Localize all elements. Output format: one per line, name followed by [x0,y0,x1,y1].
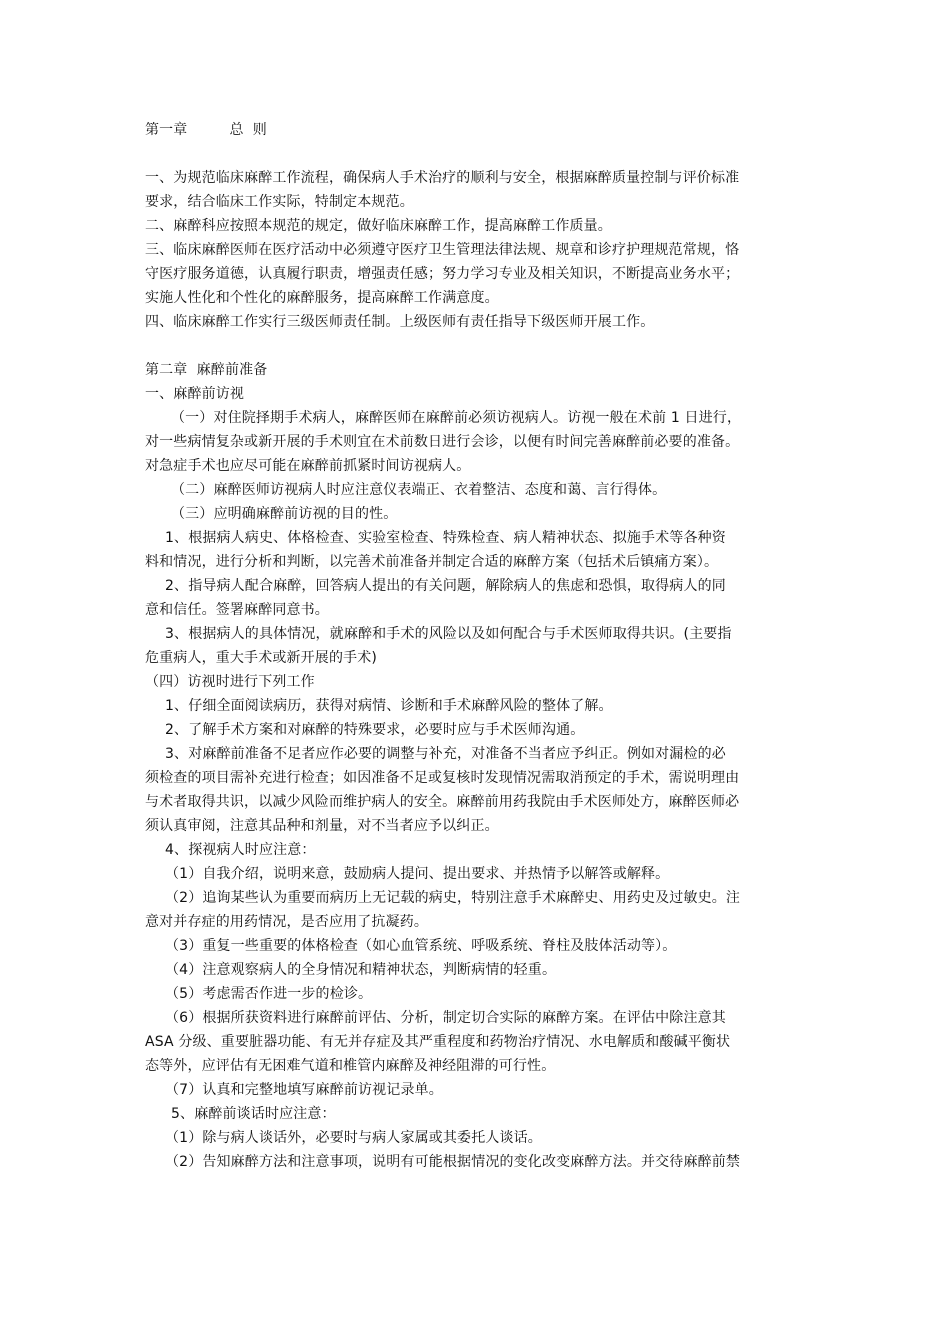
paragraph-line: 料和情况，进行分析和判断，以完善术前准备并制定合适的麻醉方案（包括术后镇痛方案）。 [145,554,719,570]
paragraph-line: ASA 分级、重要脏器功能、有无并存症及其严重程度和药物治疗情况、水电解质和酸碱平衡状 [145,1034,731,1050]
paragraph-line: （4）注意观察病人的全身情况和精神状态，判断病情的轻重。 [165,962,557,978]
paragraph-line: 三、临床麻醉医师在医疗活动中必须遵守医疗卫生管理法律法规、规章和诊疗护理规范常规，恪 [145,242,740,258]
paragraph-line: 2、指导病人配合麻醉，回答病人提出的有关问题，解除病人的焦虑和恐惧，取得病人的同 [165,578,726,594]
chapter1-title [145,118,810,142]
blank-line [145,334,810,358]
paragraph-line: （6）根据所获资料进行麻醉前评估、分析，制定切合实际的麻醉方案。在评估中除注意其 [165,1010,726,1026]
paragraph-line: 实施人性化和个性化的麻醉服务，提高麻醉工作满意度。 [145,290,499,306]
chapter1-title-number: 第一章 [145,122,188,138]
paragraph-line: （1）除与病人谈话外，必要时与病人家属或其委托人谈话。 [165,1130,542,1146]
paragraph-line: 2、了解手术方案和对麻醉的特殊要求，必要时应与手术医师沟通。 [165,722,585,738]
chapter1-title-name: 总 则 [229,122,267,138]
document-page [145,118,810,1174]
blank-line [145,142,810,166]
paragraph-line: 4、探视病人时应注意： [165,842,316,858]
paragraph-line: 对急症手术也应尽可能在麻醉前抓紧时间访视病人。 [145,458,471,474]
paragraph-line: 1、仔细全面阅读病历，获得对病情、诊断和手术麻醉风险的整体了解。 [165,698,613,714]
paragraph-line: 5、麻醉前谈话时应注意： [171,1106,336,1122]
paragraph-line: 态等外，应评估有无困难气道和椎管内麻醉及神经阻滞的可行性。 [145,1058,556,1074]
paragraph-line: （5）考虑需否作进一步的检诊。 [165,986,373,1002]
paragraph-line: 3、对麻醉前准备不足者应作必要的调整与补充，对准备不当者应予纠正。例如对漏检的必 [165,746,726,762]
paragraph-line: 对一些病情复杂或新开展的手术则宜在术前数日进行会诊，以便有时间完善麻醉前必要的准备。 [145,434,740,450]
paragraph-line: 危重病人，重大手术或新开展的手术) [145,650,378,666]
paragraph-line: 二、麻醉科应按照本规范的规定，做好临床麻醉工作，提高麻醉工作质量。 [145,218,612,234]
paragraph-line: 须认真审阅，注意其品种和剂量，对不当者应予以纠正。 [145,818,499,834]
paragraph-line: 1、根据病人病史、体格检查、实验室检查、特殊检查、病人精神状态、拟施手术等各种资 [165,530,726,546]
paragraph-line: 要求，结合临床工作实际，特制定本规范。 [145,194,414,210]
section-heading: （四）访视时进行下列工作 [145,674,315,690]
paragraph-line: 守医疗服务道德，认真履行职责，增强责任感；努力学习专业及相关知识，不断提高业务水平； [145,266,740,282]
paragraph-line: （1）自我介绍，说明来意，鼓励病人提问、提出要求、并热情予以解答或解释。 [165,866,670,882]
paragraph-line: 3、根据病人的具体情况，就麻醉和手术的风险以及如何配合与手术医师取得共识。(主要指 [165,626,732,642]
paragraph-line: 与术者取得共识，以减少风险而维护病人的安全。麻醉前用药我院由手术医师处方，麻醉医师必 [145,794,740,810]
paragraph-line: 意和信任。签署麻醉同意书。 [145,602,329,618]
paragraph-line: （一）对住院择期手术病人，麻醉医师在麻醉前必须访视病人。访视一般在术前 1 日进行， [171,410,742,426]
paragraph-line: （二）麻醉医师访视病人时应注意仪表端正、衣着整洁、态度和蔼、言行得体。 [171,482,667,498]
paragraph-line: （2）告知麻醉方法和注意事项，说明有可能根据情况的变化改变麻醉方法。并交待麻醉前禁 [165,1154,741,1170]
paragraph-line: （2）追询某些认为重要而病历上无记载的病史，特别注意手术麻醉史、用药史及过敏史。注 [165,890,741,906]
paragraph-line: 四、临床麻醉工作实行三级医师责任制。上级医师有责任指导下级医师开展工作。 [145,314,655,330]
paragraph-line: 一、为规范临床麻醉工作流程，确保病人手术治疗的顺利与安全，根据麻醉质量控制与评价标准 [145,170,740,186]
paragraph-line: （7）认真和完整地填写麻醉前访视记录单。 [165,1082,443,1098]
paragraph-line: （3）重复一些重要的体格检查（如心血管系统、呼吸系统、脊柱及肢体活动等）。 [165,938,677,954]
paragraph-line: 意对并存症的用药情况，是否应用了抗凝药。 [145,914,428,930]
section-heading: 一、麻醉前访视 [145,386,245,402]
paragraph-line: （三）应明确麻醉前访视的目的性。 [171,506,398,522]
paragraph-line: 须检查的项目需补充进行检查；如因准备不足或复核时发现情况需取消预定的手术，需说明理由 [145,770,740,786]
chapter2-title: 第二章 麻醉前准备 [145,362,268,378]
